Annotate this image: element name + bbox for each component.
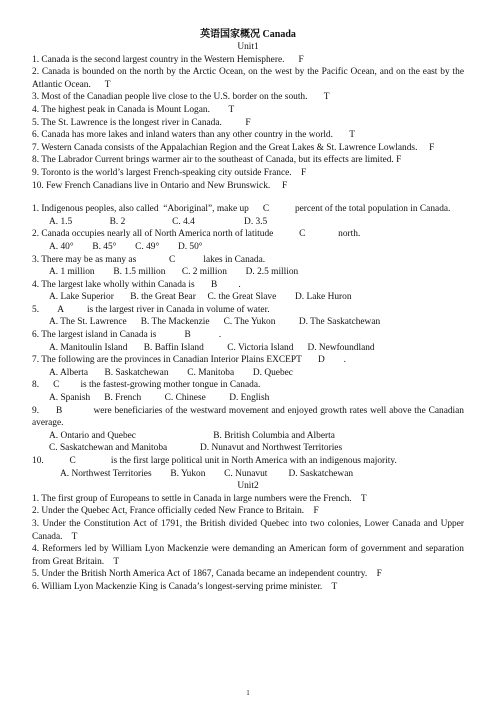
mc-question: 4. The largest lake wholly within Canada is B .	[32, 279, 241, 290]
section-gap	[32, 192, 464, 203]
mc-options: A. Ontario and Quebec B. British Columbia and Alberta	[49, 430, 335, 441]
tf-item: 2. Under the Quebec Act, France officially ceded New France to Britain. F	[32, 506, 319, 517]
tf-item: 1. The first group of Europeans to settle in Canada in large numbers were the French. T	[32, 493, 367, 504]
tf-item: 9. Toronto is the world’s largest French-speaking city outside France. F	[32, 167, 307, 178]
page-number: 1	[246, 689, 250, 697]
mc-options: A. Lake Superior B. the Great Bear C. the Great Slave D. Lake Huron	[49, 292, 352, 303]
tf-item: 3. Most of the Canadian people live close to the U.S. border on the south. T	[32, 92, 330, 103]
mc-options: A. Manitoulin Island B. Baffin Island C. Victoria Island D. Newfoundland	[49, 342, 375, 353]
tf-item: 1. Canada is the second largest country in the Western Hemisphere. F	[32, 54, 304, 65]
mc-question: 5. A is the largest river in Canada in volume of water.	[32, 304, 270, 315]
tf-item: 6. Canada has more lakes and inland waters than any other country in the world. T	[32, 130, 355, 141]
tf-item: 2. Canada is bounded on the north by the Arctic Ocean, on the west by the Pacific Ocean, and on the east by the Atlantic Ocean. T	[32, 67, 466, 90]
mc-question: 2. Canada occupies nearly all of North America north of latitude C north.	[32, 229, 361, 240]
mc-question: 7. The following are the provinces in Canadian Interior Plains EXCEPT D .	[32, 355, 346, 366]
mc-options: A. Spanish B. French C. Chinese D. English	[49, 393, 270, 404]
mc-question: 3. There may be as many as C lakes in Canada.	[32, 254, 266, 265]
tf-item: 6. William Lyon Mackenzie King is Canada’s longest-serving prime minister. T	[32, 581, 338, 592]
mc-options: A. 1 million B. 1.5 million C. 2 million D. 2.5 million	[49, 267, 299, 278]
tf-item: 8. The Labrador Current brings warmer air to the southeast of Canada, but its effects are limited. F	[32, 155, 402, 166]
mc-question: 10. C is the first large political unit in North America with an indigenous majority.	[32, 456, 397, 466]
tf-item: 3. Under the Constitution Act of 1791, the British divided Quebec into two colonies, Lower Canada and Upper Canada. T	[32, 518, 467, 542]
tf-item: 5. Under the British North America Act of 1867, Canada became an independent country. F	[32, 569, 382, 580]
mc-options: A. Northwest Territories B. Yukon C. Nunavut D. Saskatchewan	[60, 468, 354, 479]
unit-1-heading: Unit1	[237, 42, 259, 52]
tf-item: 10. Few French Canadians live in Ontario and New Brunswick. F	[32, 180, 288, 191]
mc-options: C. Saskatchewan and Manitoba D. Nunavut and Northwest Territories	[49, 443, 343, 454]
tf-item: 5. The St. Lawrence is the longest river in Canada. F	[32, 117, 251, 128]
unit-2-heading: Unit2	[237, 481, 259, 492]
tf-item: 4. The highest peak in Canada is Mount Logan. T	[32, 104, 235, 115]
document-title: 英语国家概况 Canada	[200, 29, 296, 40]
mc-options: A. The St. Lawrence B. The Mackenzie C. The Yukon D. The Saskatchewan	[49, 317, 381, 328]
mc-question: 8. C is the fastest-growing mother tongue in Canada.	[32, 380, 261, 391]
mc-question: 1. Indigenous peoples, also called “Aboriginal”, make up C percent of the total population in Canada.	[32, 204, 451, 215]
tf-item: 7. Western Canada consists of the Appalachian Region and the Great Lakes & St. Lawrence Lowlands. F	[32, 142, 435, 153]
tf-item: 4. Reformers led by William Lyon Mackenzie were demanding an American form of government and separation from Great Britain. T	[32, 544, 467, 567]
mc-options: A. Alberta B. Saskatchewan C. Manitoba D. Quebec	[49, 367, 293, 378]
mc-options: A. 1.5 B. 2 C. 4.4 D. 3.5	[49, 216, 268, 227]
mc-question: 9. B were beneficiaries of the westward movement and enjoyed growth rates well above the Canadian average.	[32, 405, 467, 429]
mc-question: 6. The largest island in Canada is B .	[32, 330, 222, 341]
mc-options: A. 40° B. 45° C. 49° D. 50°	[49, 241, 203, 252]
